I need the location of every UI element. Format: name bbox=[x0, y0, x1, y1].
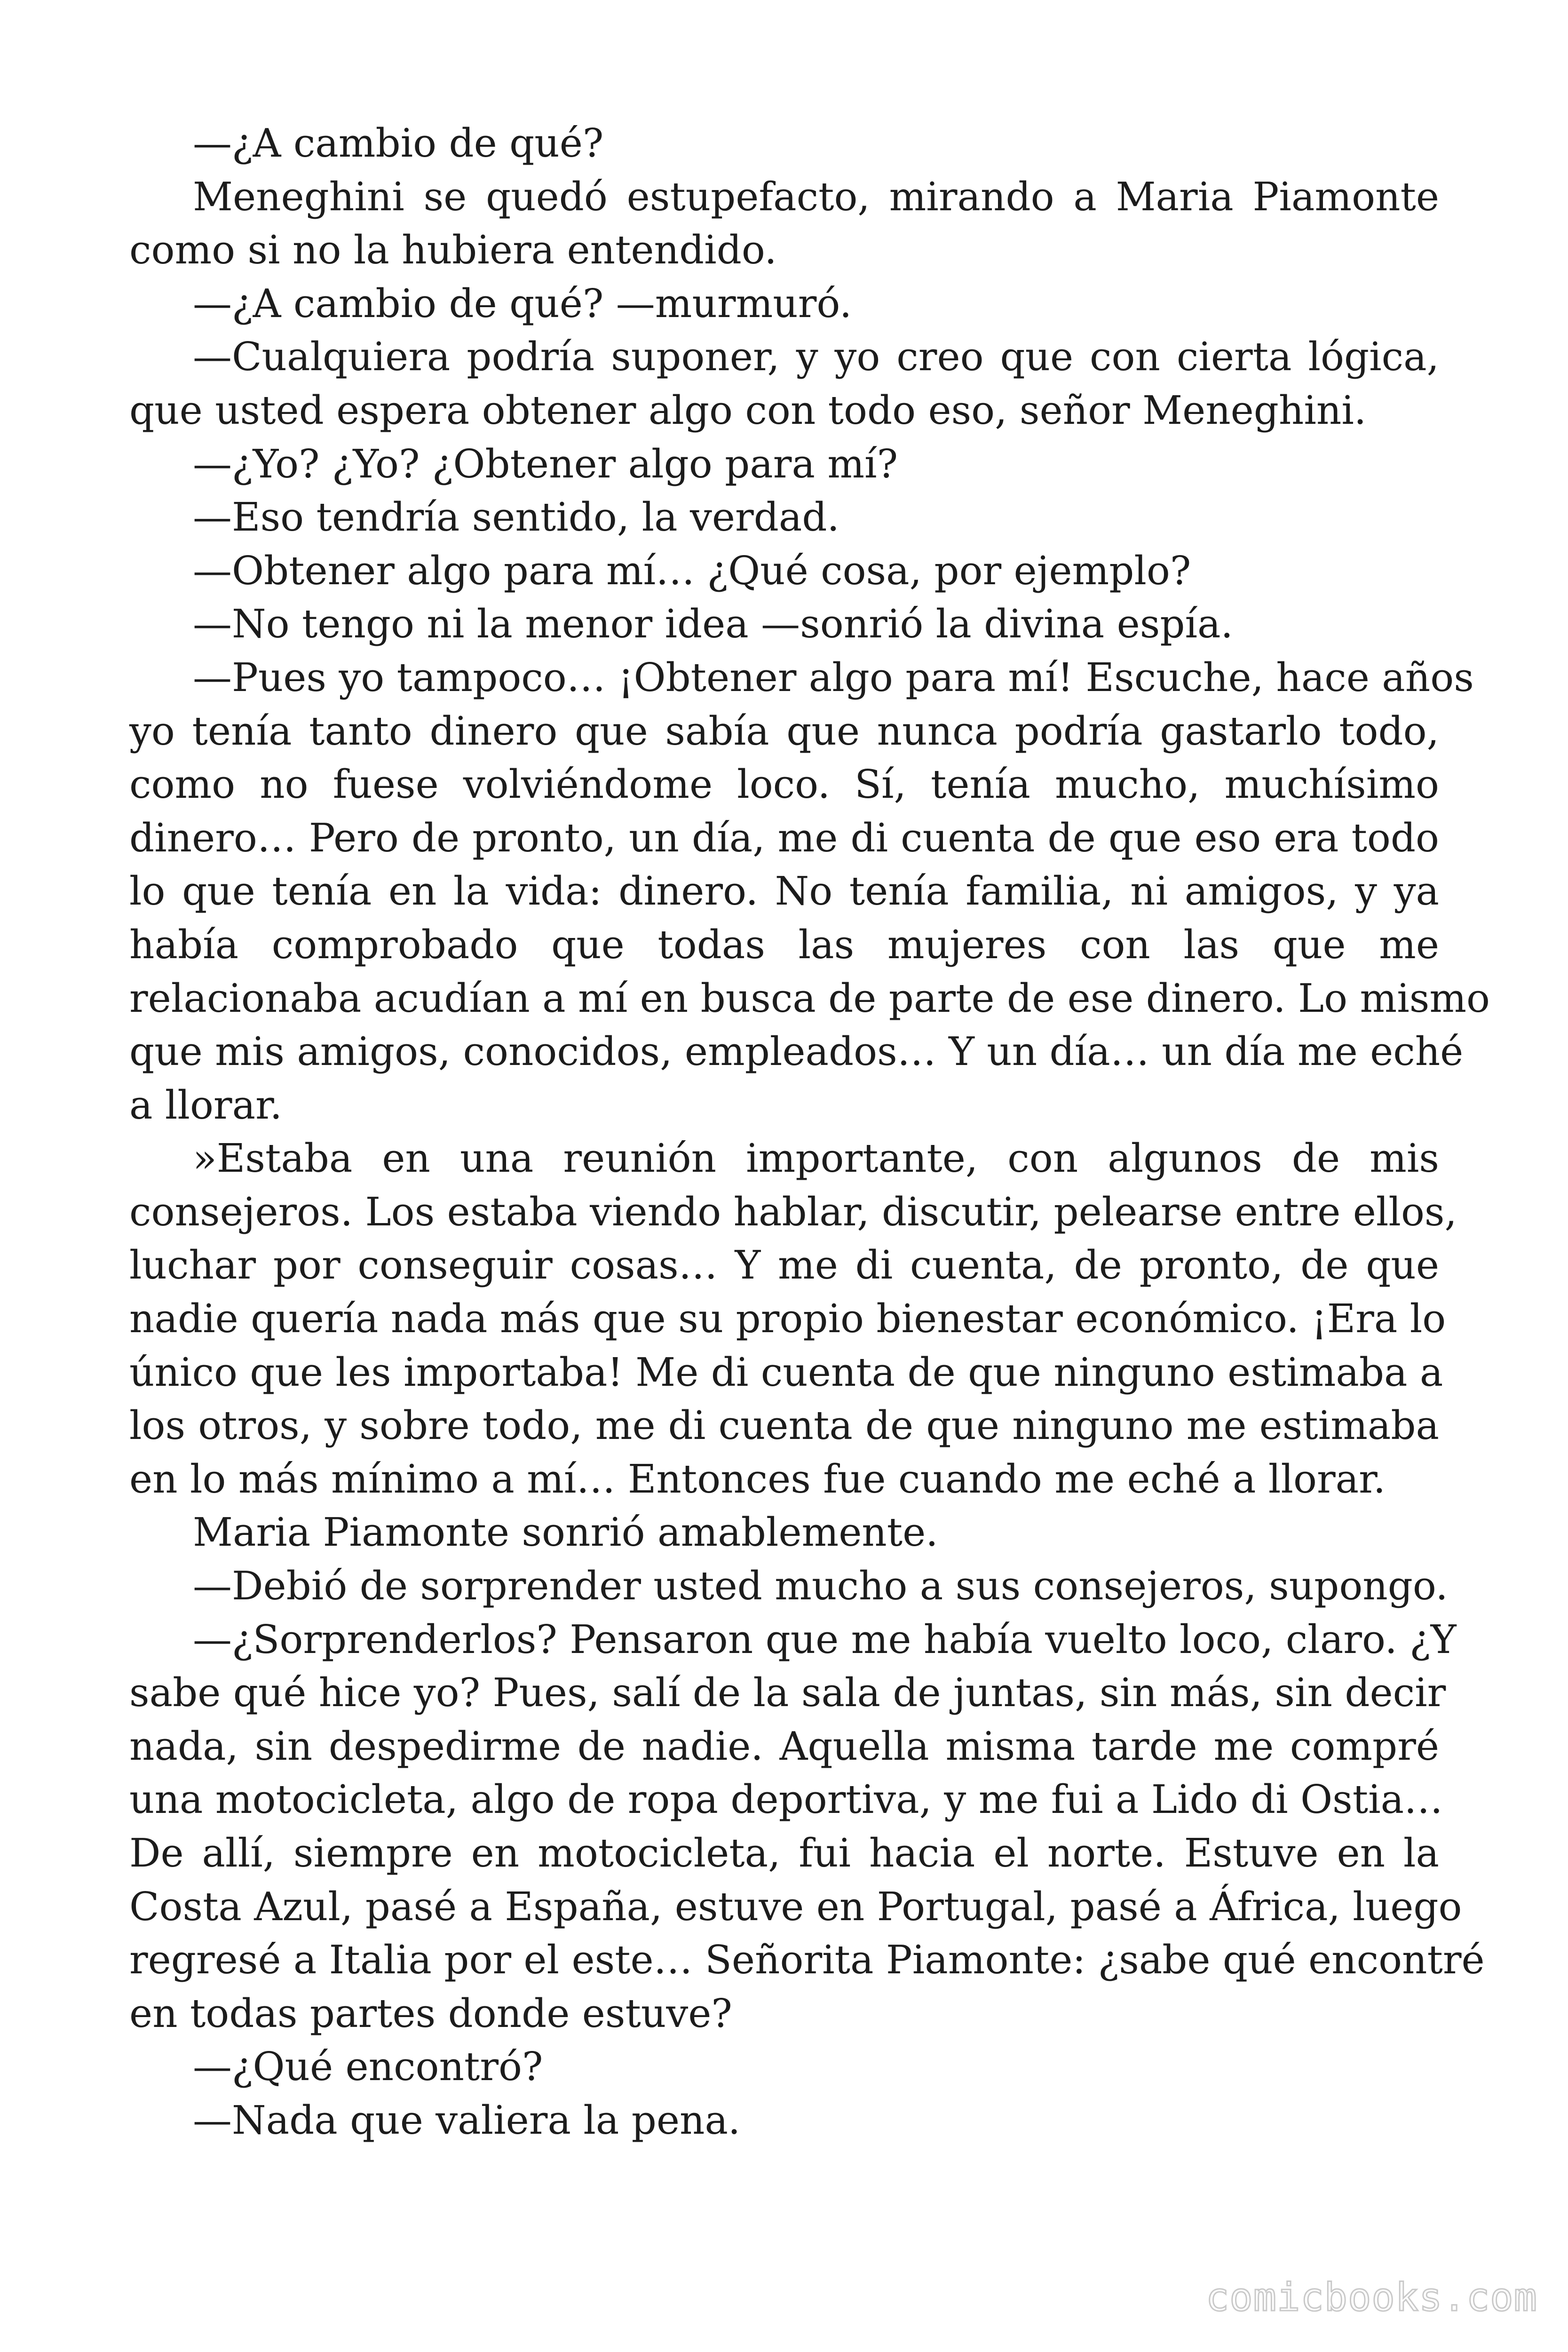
text-line: que usted espera obtener algo con todo eso, señor Meneghini. bbox=[129, 387, 1367, 433]
text-line: los otros, y sobre todo, me di cuenta de que ninguno me estimaba bbox=[129, 1403, 1439, 1449]
text-line: yo tenía tanto dinero que sabía que nunca podría gastarlo todo, bbox=[129, 708, 1439, 754]
watermark: comicbooks.com bbox=[1205, 2275, 1537, 2320]
text-line: único que les importaba! Me di cuenta de que ninguno estimaba a bbox=[129, 1349, 1443, 1395]
text-line: a llorar. bbox=[129, 1082, 283, 1128]
text-line: —Eso tendría sentido, la verdad. bbox=[193, 494, 839, 540]
text-line: en lo más mínimo a mí… Entonces fue cuando me eché a llorar. bbox=[129, 1456, 1386, 1502]
text-line: De allí, siempre en motocicleta, fui hacia el norte. Estuve en la bbox=[129, 1830, 1439, 1876]
text-line: nada, sin despedirme de nadie. Aquella misma tarde me compré bbox=[129, 1723, 1439, 1769]
text-line: había comprobado que todas las mujeres con las que me bbox=[129, 922, 1439, 968]
text-line: »Estaba en una reunión importante, con algunos de mis bbox=[193, 1136, 1439, 1182]
text-line: —¿Yo? ¿Yo? ¿Obtener algo para mí? bbox=[193, 441, 898, 487]
text-line: lo que tenía en la vida: dinero. No tenía familia, ni amigos, y ya bbox=[129, 868, 1439, 914]
text-line: —¿A cambio de qué? bbox=[193, 120, 604, 166]
text-line: dinero… Pero de pronto, un día, me di cuenta de que eso era todo bbox=[129, 815, 1439, 861]
text-line: —¿Qué encontró? bbox=[193, 2044, 543, 2090]
text-line: relacionaba acudían a mí en busca de parte de ese dinero. Lo mismo bbox=[129, 975, 1490, 1021]
text-line: nadie quería nada más que su propio bienestar económico. ¡Era lo bbox=[129, 1296, 1446, 1342]
text-line: una motocicleta, algo de ropa deportiva, y me fui a Lido di Ostia… bbox=[129, 1777, 1443, 1823]
text-line: como si no la hubiera entendido. bbox=[129, 227, 777, 273]
text-line: —¿Sorprenderlos? Pensaron que me había vuelto loco, claro. ¿Y bbox=[193, 1616, 1457, 1662]
text-line: —Pues yo tampoco… ¡Obtener algo para mí! Escuche, hace años bbox=[193, 654, 1474, 700]
body-text bbox=[129, 117, 1490, 2147]
text-line: que mis amigos, conocidos, empleados… Y un día… un día me eché bbox=[129, 1029, 1464, 1075]
text-line: consejeros. Los estaba viendo hablar, discutir, pelearse entre ellos, bbox=[129, 1189, 1457, 1235]
text-line: Costa Azul, pasé a España, estuve en Portugal, pasé a África, luego bbox=[129, 1883, 1462, 1930]
text-line: en todas partes donde estuve? bbox=[129, 1990, 732, 2036]
text-line: —Cualquiera podría suponer, y yo creo que con cierta lógica, bbox=[193, 334, 1439, 380]
text-line: Meneghini se quedó estupefacto, mirando a Maria Piamonte bbox=[193, 174, 1439, 220]
text-line: —Debió de sorprender usted mucho a sus consejeros, supongo. bbox=[193, 1563, 1448, 1609]
text-line: luchar por conseguir cosas… Y me di cuenta, de pronto, de que bbox=[129, 1242, 1439, 1288]
text-line: regresé a Italia por el este… Señorita Piamonte: ¿sabe qué encontré bbox=[129, 1937, 1485, 1983]
text-line: —Obtener algo para mí… ¿Qué cosa, por ejemplo? bbox=[193, 548, 1191, 594]
text-line: como no fuese volviéndome loco. Sí, tenía mucho, muchísimo bbox=[129, 762, 1439, 808]
text-line: —Nada que valiera la pena. bbox=[193, 2097, 741, 2143]
text-line: sabe qué hice yo? Pues, salí de la sala de juntas, sin más, sin decir bbox=[129, 1670, 1446, 1716]
text-line: —¿A cambio de qué? —murmuró. bbox=[193, 280, 852, 326]
text-line: Maria Piamonte sonrió amablemente. bbox=[193, 1510, 938, 1556]
text-line: —No tengo ni la menor idea —sonrió la divina espía. bbox=[193, 601, 1233, 647]
